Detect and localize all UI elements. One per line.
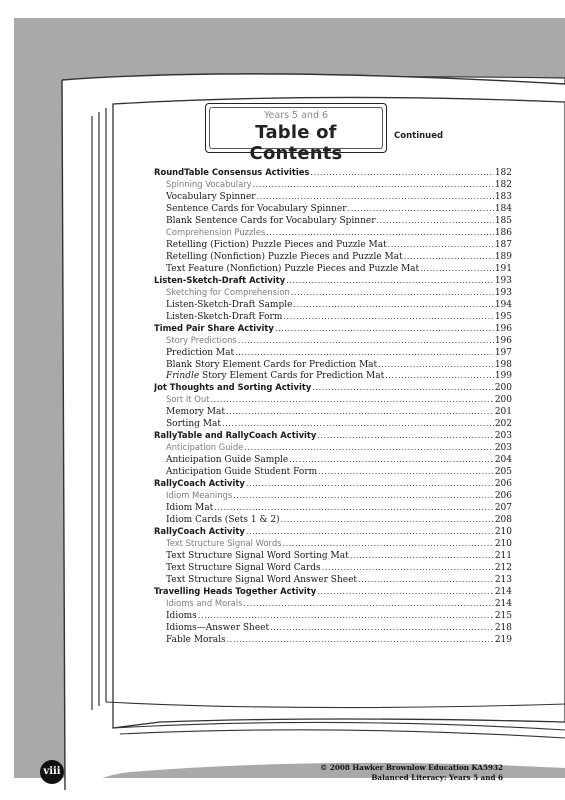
toc-page-number: 182 <box>494 168 512 178</box>
toc-entry-label: Sorting Mat <box>166 419 221 430</box>
dot-leader <box>246 526 494 538</box>
toc-entry-row <box>154 191 512 203</box>
toc-entry-label: Spinning Vocabulary <box>166 178 252 189</box>
toc-entry-label: Sentence Cards for Vocabulary Spinner <box>166 203 347 214</box>
dot-leader <box>286 275 494 287</box>
dot-leader <box>322 562 494 574</box>
toc-page-number: 196 <box>494 323 512 334</box>
toc-page-number: 213 <box>494 574 512 585</box>
toc-page-number: 185 <box>494 215 512 226</box>
footer <box>320 763 503 783</box>
toc-entry-label: Idioms <box>166 610 197 621</box>
toc-page-number: 198 <box>494 359 512 370</box>
toc-entry-row <box>154 299 512 311</box>
toc-entry-label: Text Structure Signal Word Answer Sheet <box>166 574 358 585</box>
toc-page-number: 206 <box>494 479 512 490</box>
toc-entry-label: Idiom Cards (Sets 1 & 2) <box>166 515 280 526</box>
toc-section-row <box>154 526 512 538</box>
toc-entry-row <box>154 466 512 478</box>
toc-entry-label: RallyCoach Activity <box>154 478 245 489</box>
toc-entry-label: RallyCoach Activity <box>154 526 245 537</box>
toc-page-number: 202 <box>494 419 512 430</box>
dot-leader <box>293 299 493 311</box>
toc-entry-label: Blank Sentence Cards for Vocabulary Spinner <box>166 215 376 226</box>
toc-entry-label: Idiom Meanings <box>166 490 233 501</box>
toc-entry-label: Idioms and Morals <box>166 597 243 608</box>
dot-leader <box>385 370 494 382</box>
toc-entry-label: Prediction Mat <box>166 347 235 358</box>
toc-entry-label: Retelling (Nonfiction) Puzzle Pieces and Puzzle Mat <box>166 251 403 262</box>
toc-page-number: 207 <box>494 503 512 514</box>
dot-leader <box>378 359 494 371</box>
dot-leader <box>283 538 494 550</box>
book-title-line: Balanced Literacy: Years 5 and 6 <box>371 773 503 782</box>
toc-entry-row <box>154 287 512 299</box>
dot-leader <box>246 478 494 490</box>
years-label: Years 5 and 6 <box>263 110 329 121</box>
toc-entry-row <box>154 406 512 418</box>
toc-title-box <box>205 103 387 164</box>
dot-leader <box>404 251 494 263</box>
toc-entry-row <box>154 538 512 550</box>
toc-page-number: 195 <box>494 311 512 322</box>
toc-entry-row <box>154 502 512 514</box>
dot-leader <box>317 586 494 598</box>
toc-page-number: 201 <box>494 407 512 418</box>
toc-entry-row <box>154 359 512 371</box>
toc-entry-label: Fable Morals <box>166 634 226 645</box>
toc-entry-label: Anticipation Guide <box>166 442 244 453</box>
toc-page-number: 186 <box>494 227 512 238</box>
toc-entry-label: Frindle Story Element Cards for Prediction Mat <box>166 371 385 382</box>
toc-section-row <box>154 430 512 442</box>
toc-entry-row <box>154 442 512 454</box>
toc-entry-row <box>154 227 512 239</box>
toc-entry-row <box>154 263 512 275</box>
toc-entry-label: Text Structure Signal Words <box>166 538 282 549</box>
toc-entry-row <box>154 311 512 323</box>
toc-entry-row <box>154 370 512 382</box>
toc-section-row <box>154 586 512 598</box>
toc-entry-row <box>154 394 512 406</box>
toc-entry-label: Sketching for Comprehension <box>166 286 290 297</box>
dot-leader <box>243 598 493 610</box>
toc-entry-row <box>154 610 512 622</box>
dot-leader <box>350 550 494 562</box>
toc-entry-row <box>154 335 512 347</box>
dot-leader <box>348 203 494 215</box>
toc-page-number: 200 <box>494 395 512 406</box>
toc-entry-label: Blank Story Element Cards for Prediction Mat <box>166 359 378 370</box>
toc-entry-label: Anticipation Guide Student Form <box>166 467 318 478</box>
page-number-badge: viii <box>40 760 64 784</box>
toc-entry-label: Listen-Sketch-Draft Form <box>166 311 283 322</box>
toc-page-number: 214 <box>494 598 512 609</box>
toc-page-number: 218 <box>494 622 512 633</box>
toc-entry-label: Comprehension Puzzles <box>166 226 266 237</box>
toc-entry-label: Story Predictions <box>166 334 237 345</box>
dot-leader <box>275 323 494 335</box>
dot-leader <box>310 167 493 179</box>
toc-page-number: 210 <box>494 539 512 550</box>
toc-entry-label: Text Feature (Nonfiction) Puzzle Pieces and Puzzle Mat <box>166 263 420 274</box>
toc-page-number: 212 <box>494 562 512 573</box>
toc-page-number: 196 <box>494 335 512 346</box>
toc-entry-label: Retelling (Fiction) Puzzle Pieces and Puzzle Mat <box>166 239 387 250</box>
dot-leader <box>266 227 494 239</box>
dot-leader <box>317 430 493 442</box>
toc-entry-label: Text Structure Signal Word Sorting Mat <box>166 551 349 561</box>
toc-entry-row <box>154 203 512 215</box>
dot-leader <box>222 418 494 430</box>
toc-entry-row <box>154 418 512 430</box>
toc-page-number: 203 <box>494 443 512 454</box>
toc-entry-row <box>154 598 512 610</box>
toc-entry-row <box>154 562 512 574</box>
dot-leader <box>253 179 494 191</box>
toc-page-number: 214 <box>494 586 512 597</box>
toc-entry-row <box>154 215 512 227</box>
toc-entry-row <box>154 239 512 251</box>
toc-section-row <box>154 275 512 287</box>
toc-page-number: 204 <box>494 455 512 466</box>
dot-leader <box>214 502 494 514</box>
toc-entry-label: Listen-Sketch-Draft Sample <box>166 299 293 310</box>
toc-page-number: 194 <box>494 299 512 310</box>
toc-entry-label: Jot Thoughts and Sorting Activity <box>154 382 312 393</box>
toc-entry-label: Anticipation Guide Sample <box>166 455 289 466</box>
toc-entry-row <box>154 622 512 634</box>
dot-leader <box>318 466 494 478</box>
dot-leader <box>244 442 493 454</box>
toc-section-row <box>154 382 512 394</box>
dot-leader <box>283 311 493 323</box>
toc-section-row <box>154 167 512 179</box>
toc-page-number: 189 <box>494 251 512 262</box>
toc-page-number: 205 <box>494 467 512 478</box>
toc-entry-label: Memory Mat <box>166 407 225 418</box>
dot-leader <box>227 634 494 646</box>
toc-entry-label: RoundTable Consensus Activities <box>154 167 310 177</box>
dot-leader <box>270 622 494 634</box>
toc-entry-row <box>154 574 512 586</box>
copyright-line: © 2008 Hawker Brownlow Education KA5932 <box>320 763 503 772</box>
toc-entry-label: Idioms—Answer Sheet <box>166 622 270 633</box>
toc-page-number: 206 <box>494 491 512 502</box>
table-of-contents <box>154 167 512 646</box>
toc-page-number: 199 <box>494 371 512 382</box>
toc-page-number: 208 <box>494 515 512 526</box>
toc-entry-row <box>154 347 512 359</box>
toc-entry-row <box>154 634 512 646</box>
toc-entry-row <box>154 490 512 502</box>
page-title: Table of Contents <box>249 122 343 164</box>
toc-entry-label: Idiom Mat <box>166 503 214 514</box>
dot-leader <box>420 263 494 275</box>
toc-entry-label: Listen-Sketch-Draft Activity <box>154 274 286 285</box>
toc-entry-label: Text Structure Signal Word Cards <box>166 562 321 573</box>
toc-entry-row <box>154 514 512 526</box>
dot-leader <box>388 239 494 251</box>
toc-page-number: 210 <box>494 527 512 538</box>
toc-page-number: 203 <box>494 431 512 442</box>
continued-label: Continued <box>394 131 444 141</box>
dot-leader <box>289 454 494 466</box>
dot-leader <box>291 287 494 299</box>
toc-page-number: 187 <box>494 239 512 250</box>
dot-leader <box>235 347 494 359</box>
toc-entry-row <box>154 179 512 191</box>
toc-section-row <box>154 323 512 335</box>
toc-page-number: 193 <box>494 287 512 298</box>
dot-leader <box>238 335 494 347</box>
toc-entry-label: Timed Pair Share Activity <box>154 322 274 333</box>
toc-page-number: 182 <box>494 179 512 190</box>
toc-page-number: 200 <box>494 383 512 394</box>
dot-leader <box>281 514 494 526</box>
toc-page-number: 197 <box>494 347 512 358</box>
toc-page-number: 219 <box>494 634 512 645</box>
dot-leader <box>198 610 494 622</box>
dot-leader <box>358 574 494 586</box>
toc-entry-label: Vocabulary Spinner <box>166 191 256 202</box>
dot-leader <box>257 191 494 203</box>
dot-leader <box>210 394 493 406</box>
dot-leader <box>377 215 494 227</box>
dot-leader <box>233 490 494 502</box>
toc-page-number: 191 <box>494 263 512 274</box>
dot-leader <box>226 406 494 418</box>
toc-entry-label: Sort It Out <box>166 394 210 405</box>
dot-leader <box>312 382 493 394</box>
toc-section-row <box>154 478 512 490</box>
toc-entry-row <box>154 251 512 263</box>
toc-entry-label: RallyTable and RallyCoach Activity <box>154 430 317 441</box>
toc-entry-label: Travelling Heads Together Activity <box>154 585 317 596</box>
toc-page-number: 184 <box>494 203 512 214</box>
toc-entry-row <box>154 550 512 562</box>
toc-entry-row <box>154 454 512 466</box>
toc-page-number: 183 <box>494 191 512 202</box>
toc-page-number: 211 <box>494 551 512 561</box>
toc-page-number: 215 <box>494 610 512 621</box>
toc-page-number: 193 <box>494 275 512 286</box>
